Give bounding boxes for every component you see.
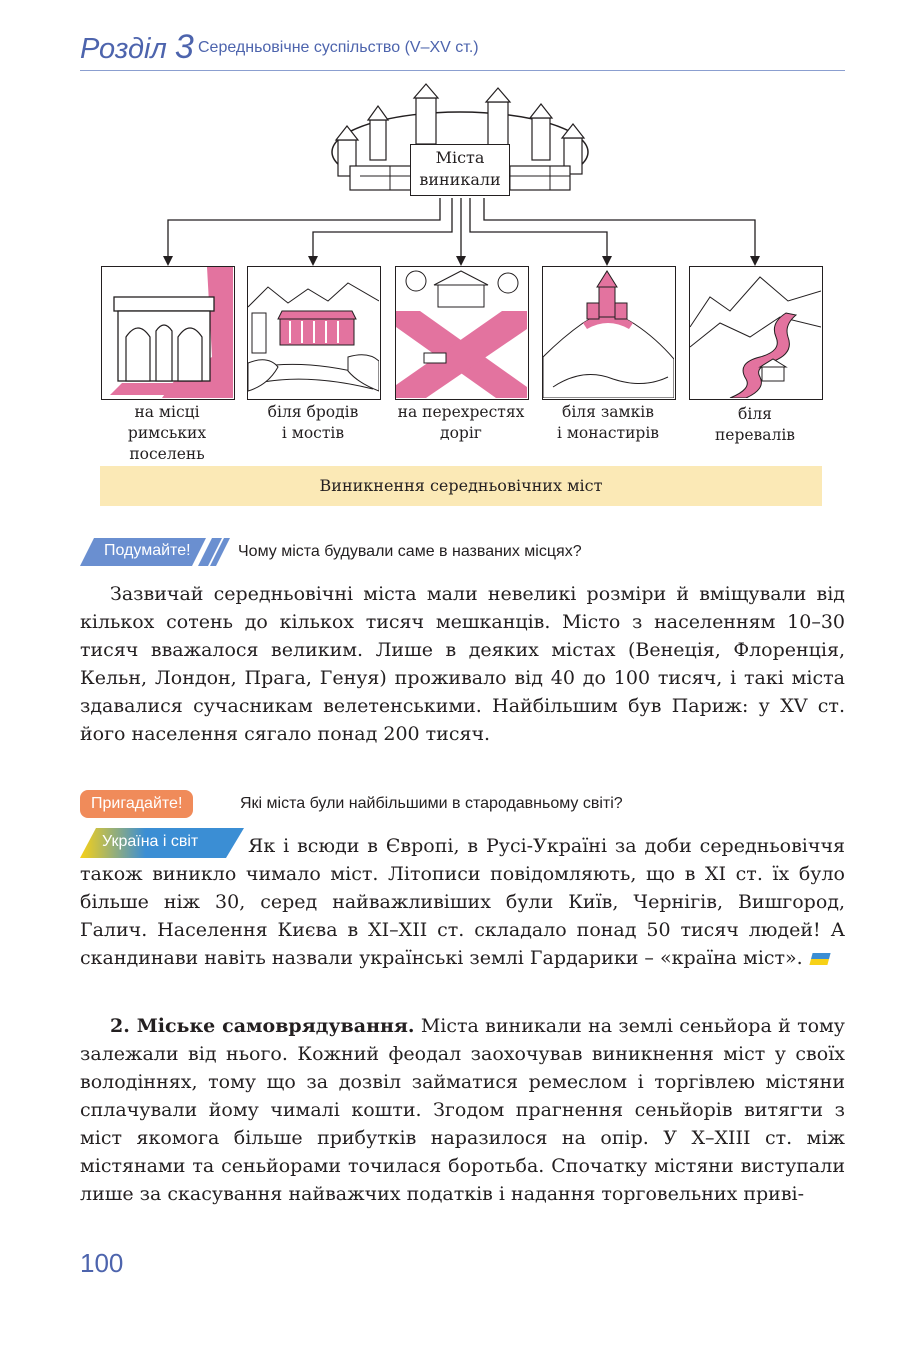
section-subtitle: Середньовічне суспільство (V–XV ст.) bbox=[198, 39, 479, 56]
mountain-pass-icon bbox=[689, 266, 823, 400]
section-number: 3 bbox=[174, 28, 194, 66]
think-question: Чому міста будували саме в названих місцях? bbox=[238, 543, 582, 560]
diagram-banner: Виникнення середньовічних міст bbox=[100, 466, 822, 506]
section-label bbox=[80, 28, 194, 67]
ukraine-flag-icon bbox=[809, 953, 830, 965]
paragraph-ukraine bbox=[80, 832, 845, 972]
caption-roman: на місці римських поселень bbox=[127, 403, 207, 463]
diagram-arrows bbox=[0, 80, 918, 270]
castle-hill-icon bbox=[542, 266, 676, 400]
paragraph-city-size: Зазвичай середньовічні міста мали невеликі розміри й вміщували від кількох сотень до кількох тисяч мешканців. Місто з населенням 10–30 тисяч вважалося великим. Лише в деяких містах (Венеція, Флоренція, Кельн, Лондон, Прага, Генуя) проживало від 40 до 100 тисяч, і такі міста здавалися сучасникам велетенськими. Найбільшим був Париж: у XV ст. його населення сягало понад 200 тисяч. bbox=[80, 583, 845, 745]
city-origins-diagram bbox=[0, 80, 918, 520]
center-line2: виникали bbox=[419, 170, 501, 189]
page-header bbox=[80, 28, 845, 71]
caption-castles: біля замків і монастирів bbox=[556, 403, 660, 442]
page-number: 100 bbox=[80, 1248, 124, 1278]
section2-text: Міста виникали на землі сеньйора й тому залежали від нього. Кожний феодал заохочував виникнення міст у своїх володіннях, тому що за дозвіл займатися ремеслом і торгівлею містяни сплачували йому чималі кошти. Згодом прагнення сеньйорів витягти з міст якомога більше прибутків наразилося на опір. У X–XIII ст. між містянами та сеньйорами точилася боротьба. Спочатку містяни виступали лише за скасування найважчих податків і надання торговельних приві- bbox=[80, 1015, 845, 1205]
section2-heading: 2. Міське самоврядування. bbox=[110, 1015, 415, 1037]
covered-bridge-icon bbox=[247, 266, 381, 400]
section-word: Розділ bbox=[80, 33, 167, 65]
think-badge bbox=[80, 538, 230, 566]
caption-crossroads: на перехрестях доріг bbox=[397, 403, 525, 442]
caption-passes: біля перевалів bbox=[714, 405, 796, 444]
ukraine-text: Як і всюди в Європі, в Русі-Україні за доби середньовіччя також виникло чимало міст. Літописи повідомляють, що в XI ст. їх було більше ніж 30, серед найважливіших були Київ, Чернігів, Вишгород, Галич. Населення Києва в XI–XII ст. складало понад 50 тисяч людей! А скандинави навіть назвали українські землі Гардарики – «країна міст». bbox=[80, 835, 845, 969]
crossroads-icon bbox=[395, 266, 529, 400]
paragraph-self-government bbox=[80, 1012, 845, 1208]
think-label: Подумайте! bbox=[104, 542, 191, 559]
roman-arch-icon bbox=[101, 266, 235, 400]
caption-fords: біля бродів і мостів bbox=[267, 403, 359, 442]
remember-question: Які міста були найбільшими в стародавньому світі? bbox=[240, 795, 623, 812]
ukraine-world-label: Україна і світ bbox=[102, 833, 199, 850]
remember-badge: Пригадайте! bbox=[80, 790, 193, 818]
center-line1: Міста bbox=[435, 148, 485, 167]
